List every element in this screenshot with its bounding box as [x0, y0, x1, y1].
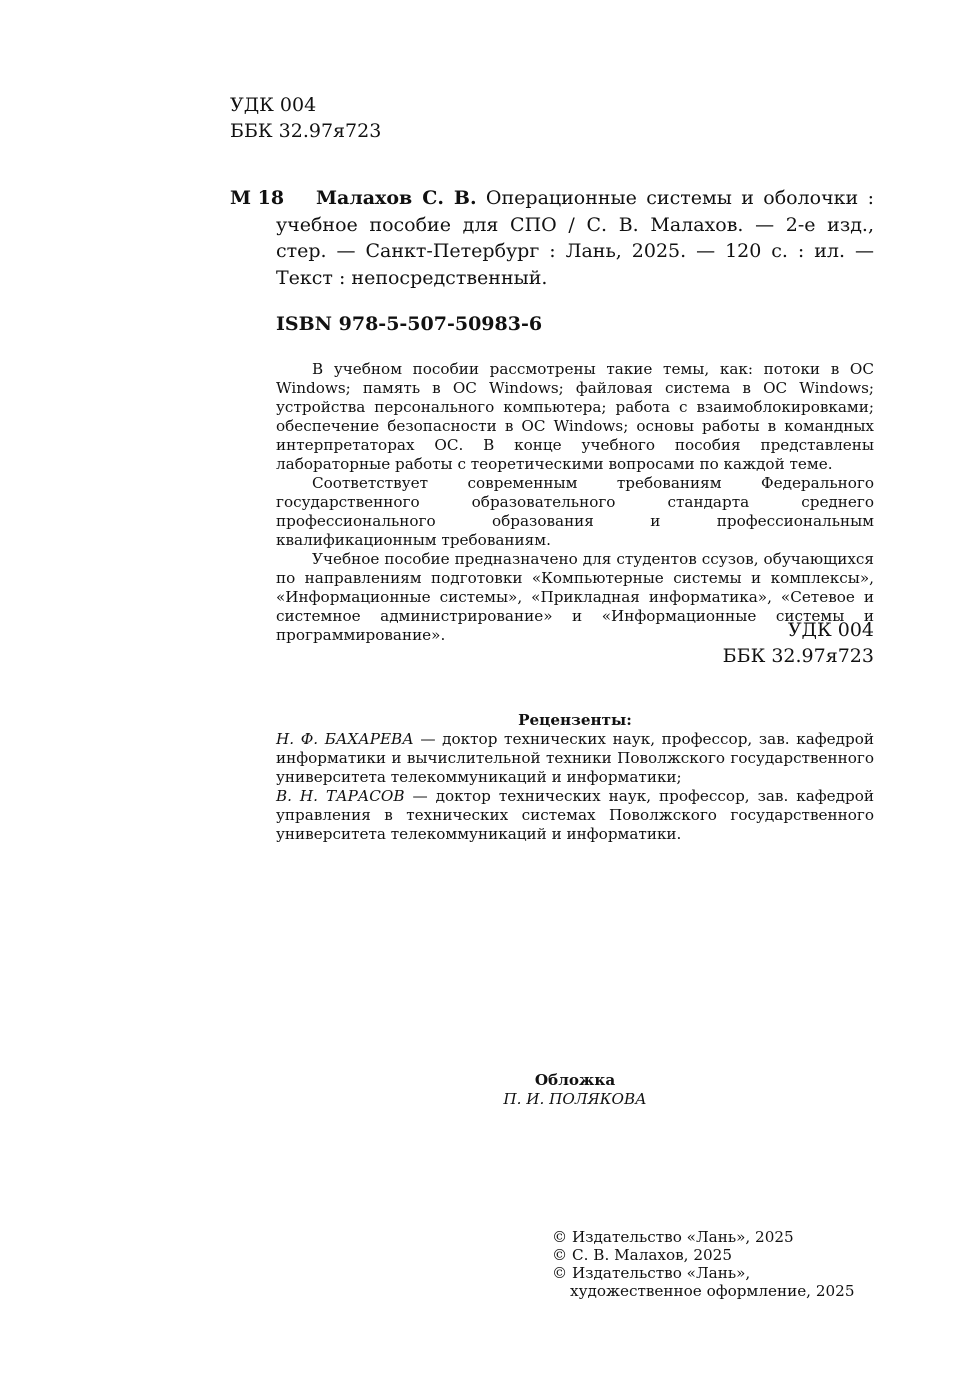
reviewer-name: Н. Ф. БАХАРЕВА — [276, 730, 414, 748]
reviewer-description: — доктор технических наук, профессор, зав. кафедрой управления в технических системах Поволжского государственного университета телекоммуникаций и информатики. — [276, 787, 874, 843]
reviewers-heading: Рецензенты: — [518, 711, 632, 729]
classification-bottom — [600, 617, 874, 669]
reviewers — [276, 711, 874, 844]
abstract-paragraph: Учебное пособие предназначено для студентов ссузов, обучающихся по направлениям подготовки «Компьютерные системы и комплексы», «Информационные системы», «Прикладная информатика», «Сетевое и системное администрирование» и «Информационные системы и программирование». — [276, 550, 874, 644]
copyright-line: © Издательство «Лань», 2025 — [552, 1228, 794, 1246]
cover-heading: Обложка — [534, 1071, 616, 1089]
author-mark: М 18 — [230, 187, 285, 209]
citation-text: Операционные системы и оболочки : учебное пособие для СПО / С. В. Малахов. — 2-е изд., стер. — Санкт-Петербург : Лань, 2025. — 120 с. : ил. — Текст : непосредственный. — [276, 187, 874, 289]
citation-author: Малахов С. В. — [316, 187, 477, 209]
reviewer-name: В. Н. ТАРАСОВ — [276, 787, 405, 805]
bbk-code: ББК 32.97я723 — [722, 645, 874, 667]
copyright-line: художественное оформление, 2025 — [570, 1282, 855, 1300]
copyright-line: © Издательство «Лань», — [552, 1264, 751, 1282]
abstract — [276, 360, 874, 645]
bibliographic-citation — [276, 185, 874, 291]
cover-credit — [276, 1071, 874, 1109]
copyright-line: © С. В. Малахов, 2025 — [552, 1246, 732, 1264]
copyright-block — [552, 1228, 872, 1300]
isbn: ISBN 978-5-507-50983-6 — [276, 313, 543, 335]
bbk-code: ББК 32.97я723 — [230, 120, 382, 142]
abstract-paragraph: Соответствует современным требованиям Федерального государственного образовательного стандарта среднего профессионального образования и профессиональным квалификационным требованиям. — [276, 474, 874, 549]
classification-top — [230, 92, 381, 144]
cover-designer: П. И. ПОЛЯКОВА — [503, 1090, 647, 1108]
abstract-paragraph: В учебном пособии рассмотрены такие темы, как: потоки в ОС Windows; память в ОС Windows; файловая система в ОС Windows; устройства персонального компьютера; работа с взаимоблокировками; обеспечение безопасности в ОС Windows; основы работы в командных интерпретаторах ОС. В конце учебного пособия представлены лабораторные работы с теоретическими вопросами по каждой теме. — [276, 360, 874, 473]
reviewer-entry — [276, 787, 874, 844]
udk-code: УДК 004 — [230, 94, 317, 116]
reviewer-description: — доктор технических наук, профессор, зав. кафедрой информатики и вычислительной техники Поволжского государственного университета телекоммуникаций и информатики; — [276, 730, 874, 786]
udk-code: УДК 004 — [787, 619, 874, 641]
reviewer-entry — [276, 730, 874, 787]
